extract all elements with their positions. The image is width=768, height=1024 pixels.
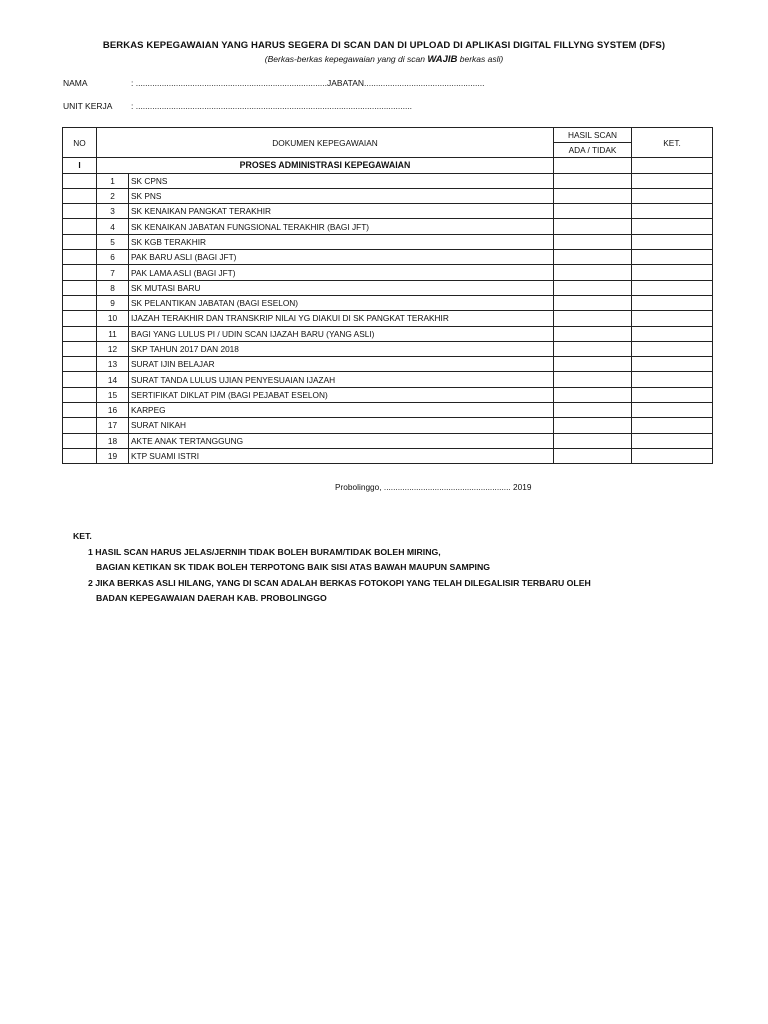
row-number: 6 [97, 250, 129, 265]
row-number: 9 [97, 295, 129, 310]
row-number: 4 [97, 219, 129, 234]
table-row [63, 418, 713, 433]
row-document-name: AKTE ANAK TERTANGGUNG [129, 433, 554, 448]
scan-result-cell[interactable] [554, 204, 632, 219]
row-blank-cell [63, 433, 97, 448]
notes-section [73, 529, 591, 607]
section-row [63, 158, 713, 173]
subtitle-emphasis: WAJIB [427, 54, 458, 65]
column-header-hasil-scan: HASIL SCAN [554, 128, 632, 143]
table-row [63, 250, 713, 265]
nama-value: : .................................................................................JABATAN................................................... [131, 78, 485, 88]
row-number: 15 [97, 387, 129, 402]
document-checklist-table [62, 127, 713, 464]
section-number: I [63, 158, 97, 173]
notes-title: KET. [73, 531, 92, 541]
row-document-name: KARPEG [129, 403, 554, 418]
row-number: 2 [97, 188, 129, 203]
row-document-name: SK CPNS [129, 173, 554, 188]
row-document-name: SURAT TANDA LULUS UJIAN PENYESUAIAN IJAZAH [129, 372, 554, 387]
row-number: 13 [97, 357, 129, 372]
row-document-name: SURAT IJIN BELAJAR [129, 357, 554, 372]
ket-cell[interactable] [632, 387, 713, 402]
row-number: 19 [97, 448, 129, 463]
ket-cell[interactable] [632, 403, 713, 418]
row-number: 5 [97, 234, 129, 249]
row-blank-cell [63, 234, 97, 249]
row-blank-cell [63, 341, 97, 356]
scan-result-cell[interactable] [554, 387, 632, 402]
row-blank-cell [63, 372, 97, 387]
row-document-name: BAGI YANG LULUS PI / UDIN SCAN IJAZAH BARU (YANG ASLI) [129, 326, 554, 341]
subtitle-pre: (Berkas-berkas kepegawaian yang di scan [264, 54, 428, 64]
row-blank-cell [63, 295, 97, 310]
column-header-ada-tidak: ADA / TIDAK [554, 143, 632, 158]
row-blank-cell [63, 326, 97, 341]
document-subtitle [0, 54, 768, 65]
ket-cell[interactable] [632, 280, 713, 295]
document-title: BERKAS KEPEGAWAIAN YANG HARUS SEGERA DI SCAN DAN DI UPLOAD DI APLIKASI DIGITAL FILLYNG SYSTEM (DFS) [102, 40, 666, 51]
row-document-name: PAK BARU ASLI (BAGI JFT) [129, 250, 554, 265]
row-number: 18 [97, 433, 129, 448]
row-blank-cell [63, 311, 97, 326]
ket-cell[interactable] [632, 158, 713, 173]
row-number: 14 [97, 372, 129, 387]
row-blank-cell [63, 204, 97, 219]
table-row [63, 188, 713, 203]
table-row [63, 311, 713, 326]
table-row [63, 448, 713, 463]
scan-result-cell[interactable] [554, 158, 632, 173]
row-blank-cell [63, 418, 97, 433]
row-document-name: SK MUTASI BARU [129, 280, 554, 295]
table-body [63, 158, 713, 464]
ket-cell[interactable] [632, 357, 713, 372]
table-row [63, 280, 713, 295]
unit-kerja-value: : ..................................................................................................................... [131, 101, 413, 111]
scan-result-cell[interactable] [554, 403, 632, 418]
row-document-name: SK KGB TERAKHIR [129, 234, 554, 249]
row-number: 17 [97, 418, 129, 433]
ket-cell[interactable] [632, 295, 713, 310]
row-document-name: SK KENAIKAN JABATAN FUNGSIONAL TERAKHIR (BAGI JFT) [129, 219, 554, 234]
ket-cell[interactable] [632, 265, 713, 280]
ket-cell[interactable] [632, 326, 713, 341]
row-blank-cell [63, 173, 97, 188]
scan-result-cell[interactable] [554, 357, 632, 372]
row-number: 10 [97, 311, 129, 326]
table-row [63, 204, 713, 219]
table-row [63, 403, 713, 418]
ket-cell[interactable] [632, 219, 713, 234]
table-row [63, 341, 713, 356]
subtitle-post: berkas asli) [457, 54, 504, 64]
scan-result-cell[interactable] [554, 280, 632, 295]
ket-cell[interactable] [632, 372, 713, 387]
row-blank-cell [63, 387, 97, 402]
row-document-name: SK PELANTIKAN JABATAN (BAGI ESELON) [129, 295, 554, 310]
scan-result-cell[interactable] [554, 188, 632, 203]
row-blank-cell [63, 219, 97, 234]
table-row [63, 387, 713, 402]
table-header-row [63, 128, 713, 143]
row-number: 12 [97, 341, 129, 356]
table-row [63, 433, 713, 448]
note-line-3: 2 JIKA BERKAS ASLI HILANG, YANG DI SCAN ADALAH BERKAS FOTOKOPI YANG TELAH DILEGALISIR TERBARU OLEH [88, 577, 591, 588]
scan-result-cell[interactable] [554, 448, 632, 463]
ket-cell[interactable] [632, 341, 713, 356]
column-header-dokumen: DOKUMEN KEPEGAWAIAN [97, 128, 554, 158]
row-number: 8 [97, 280, 129, 295]
row-document-name: SKP TAHUN 2017 DAN 2018 [129, 341, 554, 356]
scan-result-cell[interactable] [554, 234, 632, 249]
note-line-4: BADAN KEPEGAWAIAN DAERAH KAB. PROBOLINGGO [96, 593, 327, 603]
row-document-name: IJAZAH TERAKHIR DAN TRANSKRIP NILAI YG DIAKUI DI SK PANGKAT TERAKHIR [129, 311, 554, 326]
row-blank-cell [63, 250, 97, 265]
scan-result-cell[interactable] [554, 372, 632, 387]
note-line-2: BAGIAN KETIKAN SK TIDAK BOLEH TERPOTONG BAIK SISI ATAS BAWAH MAUPUN SAMPING [96, 562, 491, 572]
row-blank-cell [63, 448, 97, 463]
row-document-name: SURAT NIKAH [129, 418, 554, 433]
row-document-name: KTP SUAMI ISTRI [129, 448, 554, 463]
table-row [63, 295, 713, 310]
scan-result-cell[interactable] [554, 219, 632, 234]
row-document-name: SERTIFIKAT DIKLAT PIM (BAGI PEJABAT ESELON) [129, 387, 554, 402]
scan-result-cell[interactable] [554, 173, 632, 188]
ket-cell[interactable] [632, 188, 713, 203]
scan-result-cell[interactable] [554, 265, 632, 280]
row-number: 7 [97, 265, 129, 280]
nama-label: NAMA [63, 78, 88, 88]
scan-result-cell[interactable] [554, 250, 632, 265]
ket-cell[interactable] [632, 433, 713, 448]
unit-kerja-label: UNIT KERJA [63, 101, 113, 111]
row-document-name: SK PNS [129, 188, 554, 203]
column-header-no: NO [63, 128, 97, 158]
scan-result-cell[interactable] [554, 418, 632, 433]
table-row [63, 173, 713, 188]
row-number: 16 [97, 403, 129, 418]
ket-cell[interactable] [632, 173, 713, 188]
section-title: PROSES ADMINISTRASI KEPEGAWAIAN [97, 158, 554, 173]
scan-result-cell[interactable] [554, 433, 632, 448]
note-line-1: 1 HASIL SCAN HARUS JELAS/JERNIH TIDAK BOLEH BURAM/TIDAK BOLEH MIRING, [88, 546, 441, 557]
ket-cell[interactable] [632, 250, 713, 265]
table-row [63, 326, 713, 341]
table-row [63, 234, 713, 249]
column-header-ket: KET. [632, 128, 713, 158]
row-blank-cell [63, 357, 97, 372]
unit-kerja-field [63, 101, 412, 111]
row-number: 11 [97, 326, 129, 341]
row-document-name: SK KENAIKAN PANGKAT TERAKHIR [129, 204, 554, 219]
row-blank-cell [63, 265, 97, 280]
table-row [63, 219, 713, 234]
table-row [63, 372, 713, 387]
row-blank-cell [63, 403, 97, 418]
ket-cell[interactable] [632, 448, 713, 463]
scan-result-cell[interactable] [554, 311, 632, 326]
table-row [63, 265, 713, 280]
ket-cell[interactable] [632, 311, 713, 326]
row-number: 3 [97, 204, 129, 219]
row-document-name: PAK LAMA ASLI (BAGI JFT) [129, 265, 554, 280]
ket-cell[interactable] [632, 418, 713, 433]
nama-field [63, 78, 484, 88]
ket-cell[interactable] [632, 204, 713, 219]
row-blank-cell [63, 280, 97, 295]
place-date-line: Probolinggo, ....................................................... 2019 [335, 482, 532, 492]
ket-cell[interactable] [632, 234, 713, 249]
scan-result-cell[interactable] [554, 341, 632, 356]
row-blank-cell [63, 188, 97, 203]
scan-result-cell[interactable] [554, 295, 632, 310]
table-row [63, 357, 713, 372]
row-number: 1 [97, 173, 129, 188]
scan-result-cell[interactable] [554, 326, 632, 341]
